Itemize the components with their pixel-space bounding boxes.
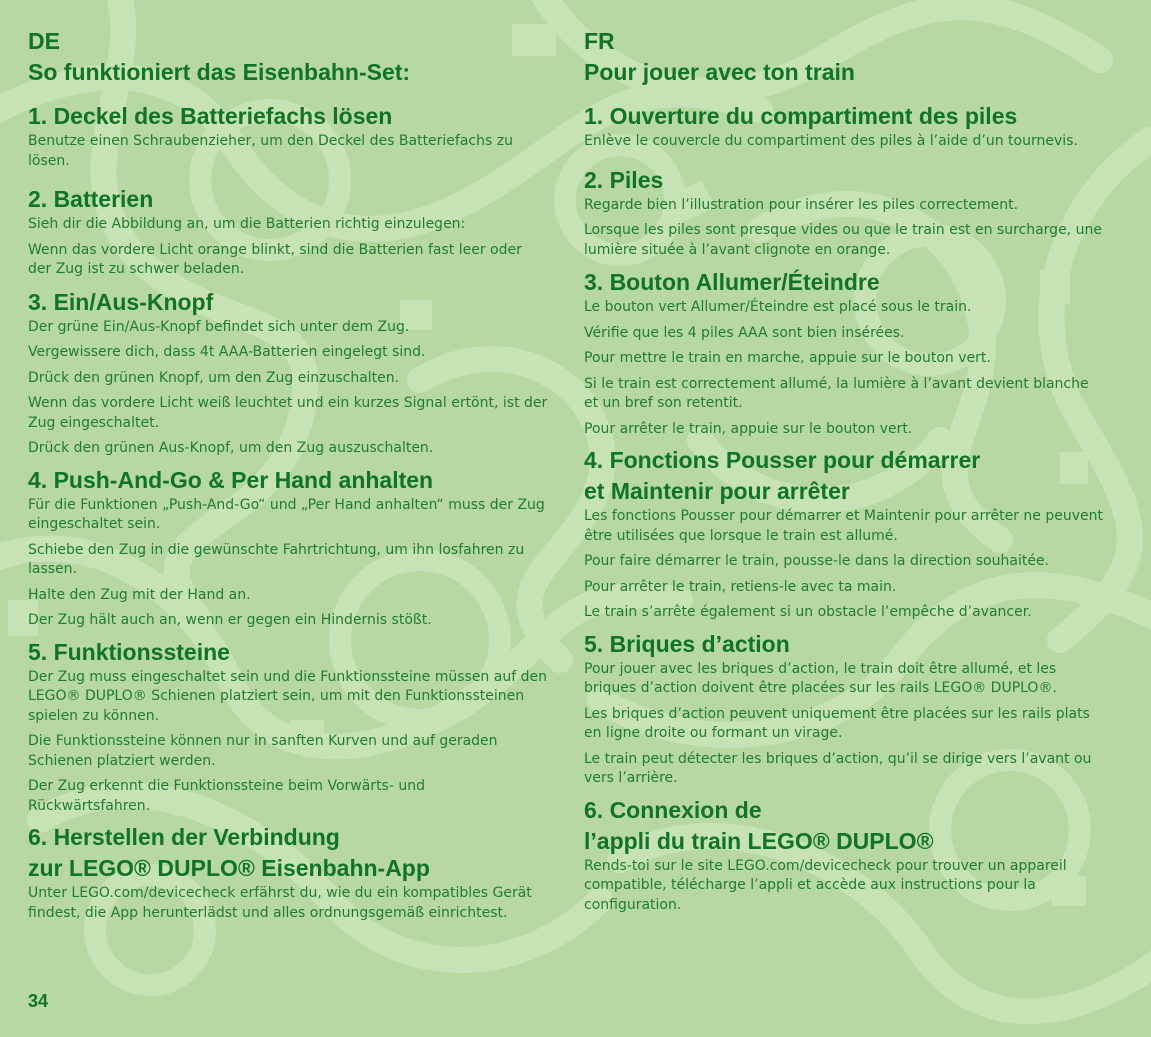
section-heading: 1. Ouverture du compartiment des piles — [584, 103, 1018, 129]
section-text: Le train peut détecter les briques d’action, qu’il se dirige vers l’avant ou vers l’arrière. — [584, 750, 1092, 786]
section-text: Für die Funktionen „Push-And-Go“ und „Per Hand anhalten“ muss der Zug eingeschaltet sein. — [28, 496, 545, 532]
section-text: Drück den grünen Aus-Knopf, um den Zug auszuschalten. — [28, 440, 434, 456]
section-heading: 5. Funktionssteine — [28, 638, 230, 665]
section-text: Vérifie que les 4 piles AAA sont bien insérées. — [584, 324, 905, 341]
section-text: Benutze einen Schraubenzieher, um den Deckel des Batteriefachs zu lösen. — [28, 133, 513, 169]
section-batteries — [584, 165, 1104, 261]
section-heading: 6. Herstellen der Verbindung zur LEGO® DUPLO® Eisenbahn-App — [28, 824, 430, 881]
section-heading: 2. Piles — [584, 166, 664, 193]
section-text: Der grüne Ein/Aus-Knopf befindet sich unter dem Zug. — [28, 318, 410, 335]
section-heading: 3. Bouton Allumer/Éteindre — [584, 269, 880, 295]
section-text: Wenn das vordere Licht weiß leuchtet und ein kurzes Signal ertönt, ist der Zug eingeschaltet. — [28, 395, 548, 431]
section-text: Rends-toi sur le site LEGO.com/devicecheck pour trouver un appareil compatible, télécharge l’appli et accède aux instructions pour la configuration. — [584, 857, 1067, 913]
section-heading: 1. Deckel des Batteriefachs lösen — [28, 103, 393, 129]
section-battery-cover — [28, 101, 548, 171]
section-text: Le train s’arrête également si un obstacle l’empêche d’avancer. — [584, 604, 1032, 620]
section-text: Drück den grünen Knopf, um den Zug einzuschalten. — [28, 369, 400, 386]
section-text: Le bouton vert Allumer/Éteindre est placé sous le train. — [584, 299, 972, 315]
section-text: Pour arrêter le train, appuie sur le bouton vert. — [584, 420, 913, 437]
section-text: Regarde bien l’illustration pour insérer les piles correctement. — [584, 196, 1019, 213]
section-text: Si le train est correctement allumé, la lumière à l’avant devient blanche et un bref son retentit. — [584, 375, 1089, 411]
language-code: DE — [28, 28, 60, 54]
section-action-bricks — [28, 637, 548, 817]
section-text: Unter LEGO.com/devicecheck erfährst du, wie du ein kompatibles Gerät findest, die App herunterlädst und alles ordnungsgemäß einrichtest. — [28, 885, 532, 921]
section-text: Les briques d’action peuvent uniquement être placées sur les rails plats en ligne droite ou formant un virage. — [584, 705, 1090, 741]
section-battery-cover — [584, 101, 1104, 152]
section-power-button — [28, 287, 548, 459]
section-push-and-go — [28, 465, 548, 631]
section-batteries — [28, 184, 548, 280]
section-text: Der Zug erkennt die Funktionssteine beim Vorwärts- und Rückwärtsfahren. — [28, 778, 425, 814]
section-heading: 5. Briques d’action — [584, 630, 790, 657]
section-text: Pour mettre le train en marche, appuie sur le bouton vert. — [584, 350, 991, 366]
section-app-connection — [584, 795, 1104, 916]
section-text: Wenn das vordere Licht orange blinkt, sind die Batterien fast leer oder der Zug ist zu schwer beladen. — [28, 241, 522, 277]
section-text: Die Funktionssteine können nur in sanften Kurven und auf geraden Schienen platziert werden. — [28, 733, 498, 769]
section-heading: 6. Connexion de l’appli du train LEGO® DUPLO® — [584, 796, 934, 854]
section-text: Pour jouer avec les briques d’action, le train doit être allumé, et les briques d’action doivent être placées sur les rails LEGO® DUPLO®. — [584, 660, 1057, 696]
section-text: Der Zug muss eingeschaltet sein und die Funktionssteine müssen auf den LEGO® DUPLO® Schienen platziert sein, um mit den Funktionssteinen spielen zu können. — [28, 668, 547, 724]
german-column — [28, 26, 548, 929]
section-push-and-go — [584, 445, 1104, 623]
page-number: 34 — [28, 991, 49, 1011]
section-heading: 3. Ein/Aus-Knopf — [28, 288, 214, 315]
section-power-button — [584, 267, 1104, 439]
language-code: FR — [584, 28, 615, 54]
section-heading: 4. Push-And-Go & Per Hand anhalten — [28, 466, 434, 493]
section-text: Schiebe den Zug in die gewünschte Fahrtrichtung, um ihn losfahren zu lassen. — [28, 541, 525, 577]
intro-title: Pour jouer avec ton train — [584, 59, 855, 85]
intro-title: So funktioniert das Eisenbahn-Set: — [28, 59, 411, 85]
section-text: Lorsque les piles sont presque vides ou que le train est en surcharge, une lumière située à l’avant clignote en orange. — [584, 222, 1102, 258]
section-text: Pour arrêter le train, retiens-le avec ta main. — [584, 578, 897, 595]
section-action-bricks — [584, 629, 1104, 789]
section-app-connection — [28, 822, 548, 923]
section-text: Der Zug hält auch an, wenn er gegen ein Hindernis stößt. — [28, 612, 432, 628]
section-text: Enlève le couvercle du compartiment des piles à l’aide d’un tournevis. — [584, 133, 1078, 149]
french-column — [584, 26, 1104, 921]
section-heading: 4. Fonctions Pousser pour démarrer et Maintenir pour arrêter — [584, 447, 981, 504]
section-heading: 2. Batterien — [28, 186, 154, 212]
section-text: Pour faire démarrer le train, pousse-le dans la direction souhaitée. — [584, 553, 1050, 569]
section-text: Vergewissere dich, dass 4t AAA-Batterien eingelegt sind. — [28, 344, 426, 360]
section-text: Halte den Zug mit der Hand an. — [28, 586, 251, 603]
section-text: Les fonctions Pousser pour démarrer et Maintenir pour arrêter ne peuvent être utilisées que lorsque le train est allumé. — [584, 508, 1103, 544]
section-text: Sieh dir die Abbildung an, um die Batterien richtig einzulegen: — [28, 216, 466, 232]
